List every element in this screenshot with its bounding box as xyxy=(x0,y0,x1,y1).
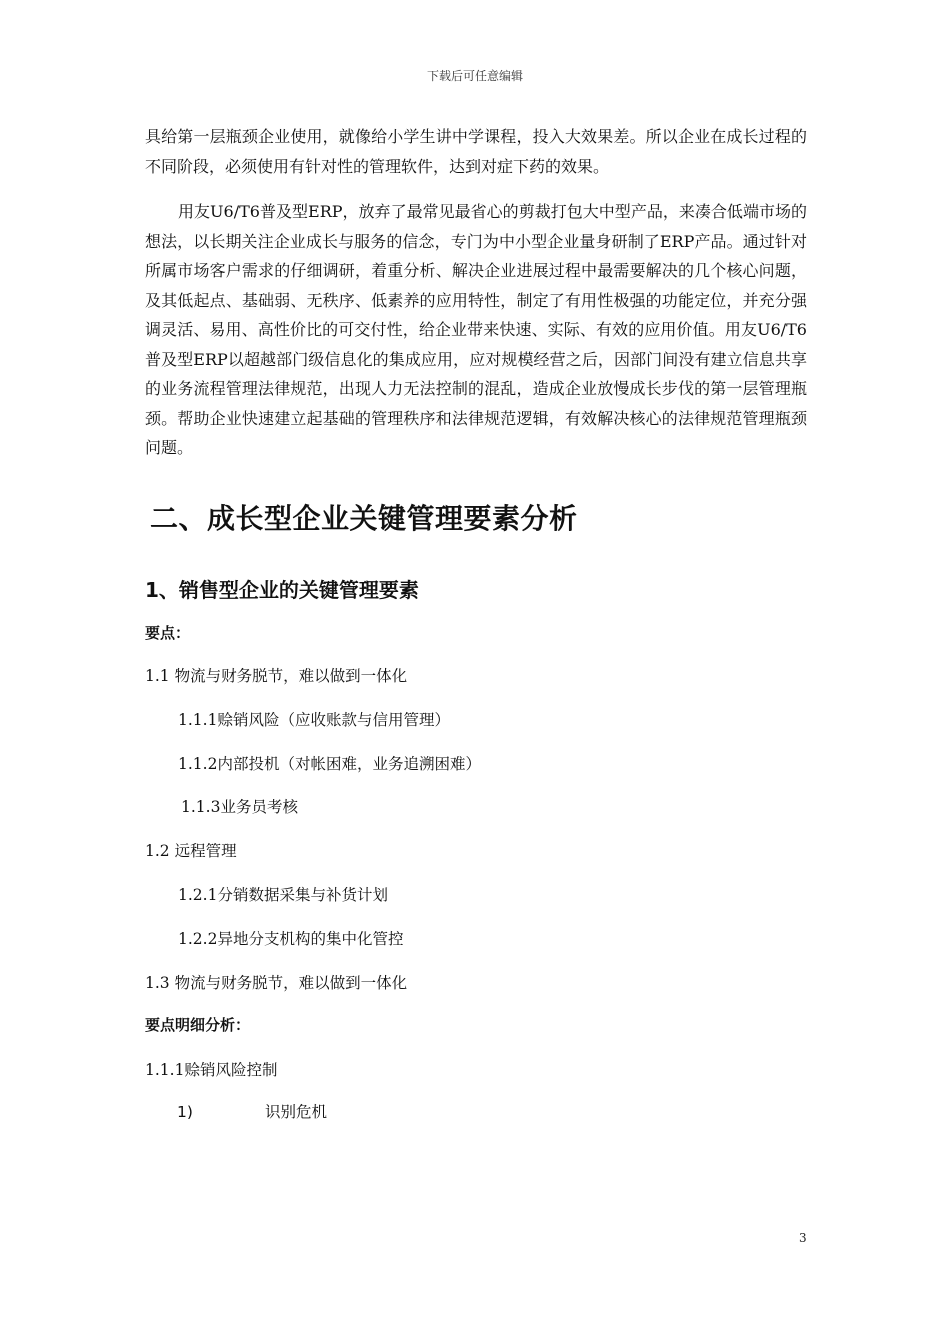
detail-analysis-label: 要点明细分析： xyxy=(145,1016,251,1034)
page-header: 下载后可任意编辑 xyxy=(426,69,523,83)
page-number: 3 xyxy=(799,1231,807,1245)
outline-item-1-1-3: 1.1.3业务员考核 xyxy=(181,798,298,816)
outline-item-1-2: 1.2 远程管理 xyxy=(145,842,237,860)
detail-heading: 1.1.1赊销风险控制 xyxy=(145,1061,278,1079)
list-item-number: 1) xyxy=(177,1103,193,1121)
body-paragraph-2: 用友U6/T6普及型ERP，放弃了最常见最省心的剪裁打包大中型产品，来凑合低端市场的想法，以长期关注企业成长与服务的信念，专门为中小型企业量身研制了ERP产品。通过针对所属市场客户需求的仔细调研，着重分析、解决企业进展过程中最需要解决的几个核心问题，及其低起点、基础弱、无秩序、低素养的应用特性，制定了有用性极强的功能定位，并充分强调灵活、易用、高性价比的可交付性，给企业带来快速、实际、有效的应用价值。用友U6/T6普及型ERP以超越部门级信息化的集成应用，应对规模经营之后，因部门间没有建立信息共享的业务流程管理法律规范，出现人力无法控制的混乱，造成企业放慢成长步伐的第一层管理瓶颈。帮助企业快速建立起基础的管理秩序和法律规范逻辑，有效解决核心的法律规范管理瓶颈问题。 xyxy=(145,202,807,457)
subsection-heading: 1、销售型企业的关键管理要素 xyxy=(145,578,419,602)
section-heading: 二、成长型企业关键管理要素分析 xyxy=(150,502,578,535)
key-points-label: 要点： xyxy=(145,624,191,642)
outline-item-1-3: 1.3 物流与财务脱节，难以做到一体化 xyxy=(145,974,408,992)
outline-item-1-1: 1.1 物流与财务脱节，难以做到一体化 xyxy=(145,667,408,685)
outline-item-1-1-2: 1.1.2内部投机（对帐困难，业务追溯困难） xyxy=(178,755,481,773)
numbered-list-item xyxy=(177,1100,327,1122)
body-paragraph-1: 具给第一层瓶颈企业使用，就像给小学生讲中学课程，投入大效果差。所以企业在成长过程的不同阶段，必须使用有针对性的管理软件，达到对症下药的效果。 xyxy=(145,127,807,176)
outline-item-1-2-1: 1.2.1分销数据采集与补货计划 xyxy=(178,886,388,904)
outline-item-1-2-2: 1.2.2异地分支机构的集中化管控 xyxy=(178,930,404,948)
list-item-text: 识别危机 xyxy=(265,1103,328,1121)
outline-item-1-1-1: 1.1.1赊销风险（应收账款与信用管理） xyxy=(178,711,450,729)
